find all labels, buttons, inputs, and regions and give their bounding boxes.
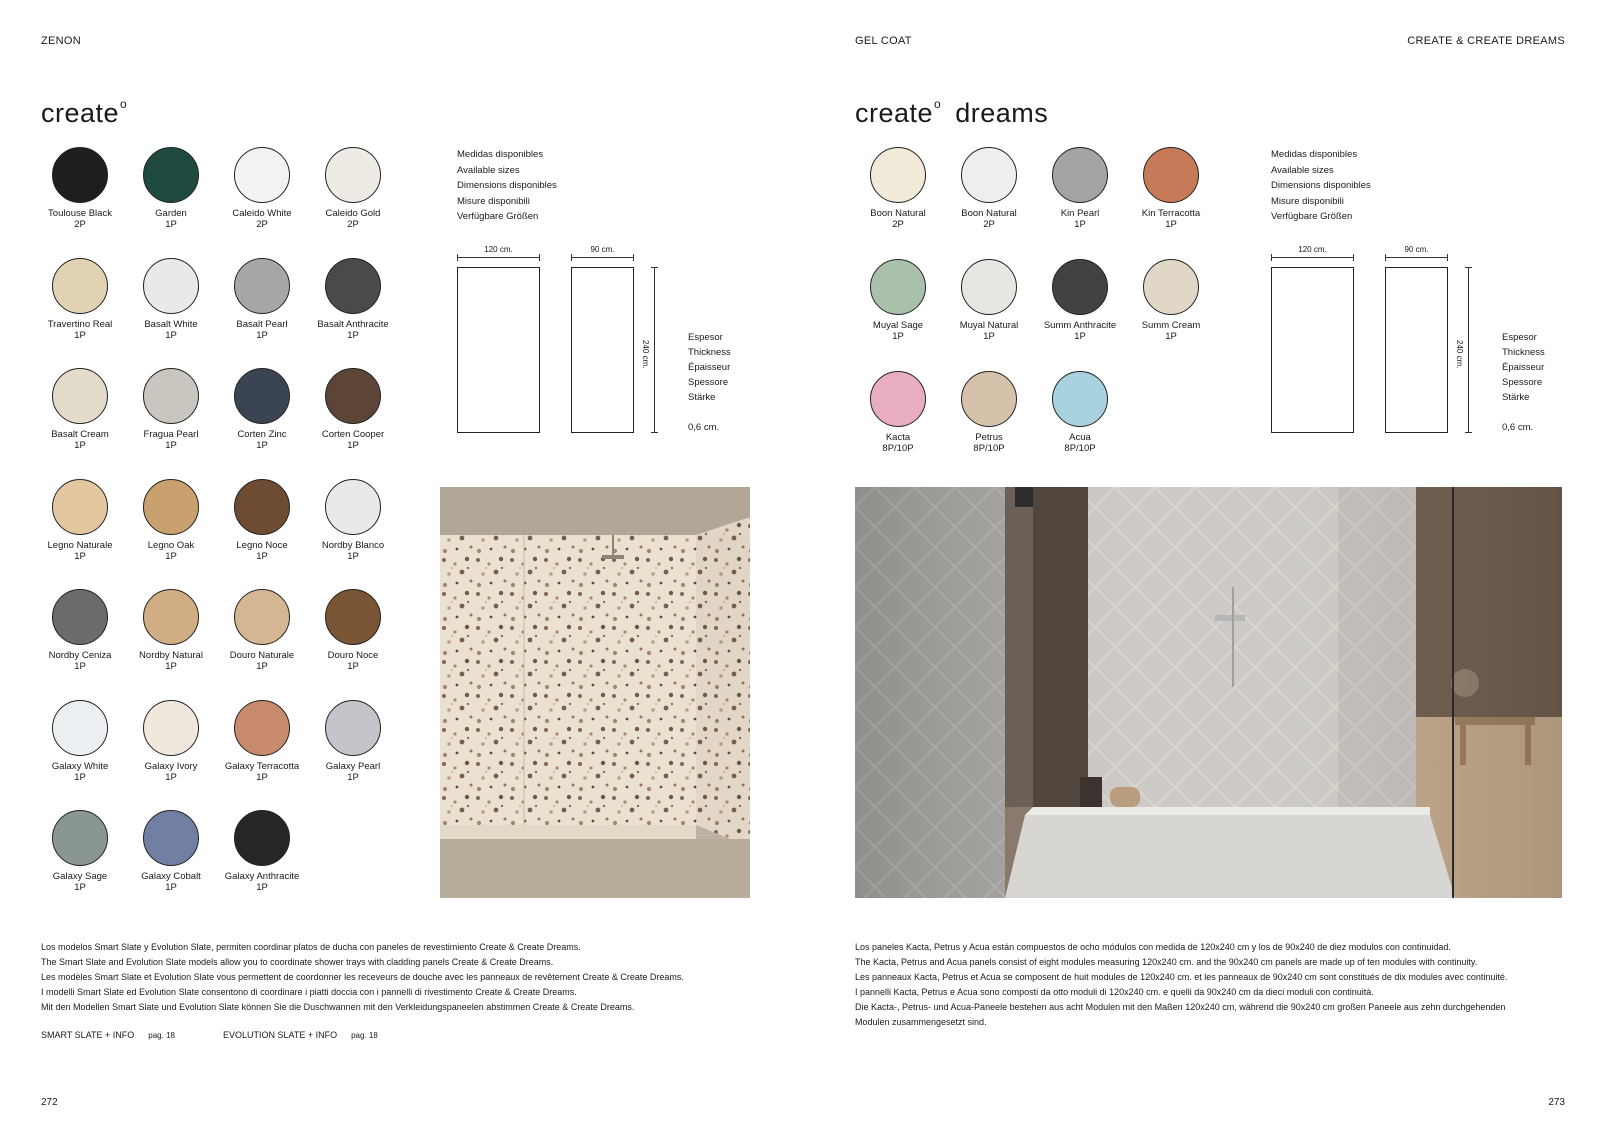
swatch-circle: [961, 147, 1017, 203]
swatch-circle: [234, 368, 290, 424]
swatch-circle: [52, 147, 108, 203]
swatch-name: Douro Noce: [327, 650, 379, 661]
swatch-item: [1038, 371, 1122, 454]
width-90-dimension-line: [571, 257, 634, 258]
thickness-label: Thickness: [1502, 347, 1545, 358]
evolution-slate-info-link[interactable]: [223, 1030, 378, 1040]
swatch-name: Summ Cream: [1141, 320, 1201, 331]
swatch-item: [129, 700, 213, 783]
width-90-label: 90 cm.: [1404, 245, 1429, 254]
width-120-dimension-line: [1271, 257, 1354, 258]
swatch-code: 1P: [165, 882, 177, 893]
width-120-dimension-line: [457, 257, 540, 258]
swatch-code: 1P: [256, 771, 268, 783]
description-line: Les panneaux Kacta, Petrus et Acua se composent de huit modules de 120x240 cm. et les panneaux de 90x240 cm sont constitués de dix modules avec continuité.: [855, 972, 1508, 982]
terrazzo-shower-photo: [440, 487, 750, 898]
right-sizes-list: [1271, 147, 1371, 225]
swatch-circle: [143, 368, 199, 424]
swatch-code: 1P: [1165, 331, 1177, 342]
height-240-dimension-line: [1468, 267, 1469, 433]
swatch-circle: [52, 589, 108, 645]
description-line: The Kacta, Petrus and Acua panels consist of eight modules measuring 120x240 cm. and the 90x240 cm panels are made up of ten modules with continuity.: [855, 957, 1478, 967]
swatch-item: [220, 147, 304, 230]
swatch-item: [38, 479, 122, 562]
description-line: Los paneles Kacta, Petrus y Acua están compuestos de ocho módulos con medida de 120x240 cm y los de 90x240 de diez modulos con continuidad.: [855, 942, 1451, 952]
swatch-code: 1P: [74, 771, 86, 783]
sizes-label: Available sizes: [457, 164, 520, 176]
swatch-name: Muyal Sage: [872, 320, 924, 331]
swatch-item: [220, 589, 304, 672]
swatch-name: Acua: [1069, 432, 1091, 443]
panel-90x240: [1385, 267, 1448, 433]
swatch-code: 2P: [983, 219, 995, 230]
swatch-circle: [870, 147, 926, 203]
thickness-label: Stärke: [688, 392, 716, 403]
swatch-item: [38, 589, 122, 672]
left-brand-logo: create$^o$: [41, 97, 128, 128]
swatch-circle: [870, 259, 926, 315]
swatch-item: [220, 810, 304, 893]
swatch-code: 1P: [74, 661, 86, 672]
sizes-label: Misure disponibili: [1271, 195, 1344, 207]
swatch-name: Basalt Anthracite: [317, 318, 389, 330]
swatch-item: [311, 700, 395, 783]
swatch-item: [38, 258, 122, 341]
swatch-item: [856, 259, 940, 342]
swatch-code: 1P: [1074, 219, 1086, 230]
swatch-name: Basalt Pearl: [236, 318, 288, 330]
swatch-name: Galaxy Anthracite: [224, 871, 300, 882]
swatch-code: 1P: [347, 661, 359, 672]
swatch-name: Caleido Gold: [325, 208, 381, 219]
swatch-circle: [325, 479, 381, 535]
link-page: pag. 18: [148, 1031, 175, 1040]
left-thickness-list: [688, 330, 731, 435]
right-thickness-list: [1502, 330, 1545, 435]
thickness-label: Espesor: [688, 332, 723, 343]
swatch-name: Kin Pearl: [1060, 208, 1100, 219]
swatch-name: Nordby Blanco: [321, 539, 385, 551]
swatch-name: Legno Naturale: [47, 539, 113, 551]
swatch-circle: [143, 479, 199, 535]
swatch-item: [1129, 259, 1213, 342]
swatch-code: 1P: [983, 331, 995, 342]
link-text: EVOLUTION SLATE + INFO: [223, 1030, 338, 1040]
swatch-circle: [1052, 147, 1108, 203]
swatch-name: Galaxy White: [51, 760, 109, 772]
swatch-name: Kin Terracotta: [1141, 208, 1201, 219]
description-line: Les modèles Smart Slate et Evolution Slate vous permettent de coordonner les receveurs de douche avec les panneaux de revêtement Create & Create Dreams.: [41, 972, 684, 982]
swatch-code: 2P: [347, 219, 359, 230]
swatch-circle: [234, 147, 290, 203]
swatch-code: 1P: [165, 771, 177, 783]
left-sizes-list: [457, 147, 557, 225]
swatch-circle: [234, 479, 290, 535]
swatch-name: Garden: [155, 208, 187, 219]
swatch-code: 1P: [347, 329, 359, 341]
swatch-circle: [143, 810, 199, 866]
panel-90x240: [571, 267, 634, 433]
brand-text: create: [855, 98, 934, 128]
description-line: Die Kacta-, Petrus- und Acua-Paneele bestehen aus acht Modulen mit den Maßen 120x240 cm, während die 90x240 cm großen Paneele aus zehn durchgehenden: [855, 1002, 1506, 1012]
left-header: ZENON: [41, 35, 81, 47]
swatch-circle: [325, 589, 381, 645]
swatch-code: 2P: [256, 219, 268, 230]
swatch-circle: [52, 479, 108, 535]
swatch-circle: [143, 589, 199, 645]
swatch-code: 2P: [74, 219, 86, 230]
swatch-circle: [325, 700, 381, 756]
height-240-label: 240 cm.: [641, 340, 650, 369]
swatch-circle: [143, 258, 199, 314]
swatch-name: Boon Natural: [961, 208, 1017, 219]
swatch-name: Legno Noce: [236, 539, 288, 551]
swatch-name: Travertino Real: [47, 318, 113, 330]
sizes-label: Medidas disponibles: [457, 149, 544, 160]
swatch-name: Corten Zinc: [237, 429, 287, 440]
swatch-code: 1P: [256, 440, 268, 451]
swatch-item: [1129, 147, 1213, 230]
panel-120x240: [457, 267, 540, 433]
thickness-label: Spessore: [1502, 377, 1543, 388]
swatch-name: Fragua Pearl: [143, 429, 199, 440]
swatch-item: [1038, 147, 1122, 230]
swatch-item: [129, 258, 213, 341]
swatch-code: 1P: [74, 329, 86, 341]
swatch-item: [947, 371, 1031, 454]
swatch-code: 1P: [165, 661, 177, 672]
swatch-circle: [1052, 371, 1108, 427]
link-text: SMART SLATE + INFO: [41, 1030, 135, 1040]
sizes-label: Misure disponibili: [457, 195, 530, 207]
swatch-code: 2P: [892, 219, 904, 230]
description-line: Modulen zusammengesetzt sind.: [855, 1017, 987, 1027]
swatch-circle: [961, 259, 1017, 315]
description-line: The Smart Slate and Evolution Slate models allow you to coordinate shower trays with cladding panels Create & Create Dreams.: [41, 957, 554, 967]
swatch-item: [311, 368, 395, 451]
swatch-name: Galaxy Sage: [52, 871, 108, 882]
swatch-name: Galaxy Ivory: [144, 760, 198, 772]
smart-slate-info-link[interactable]: [41, 1030, 175, 1040]
right-brand-logo: create$^o$ dreams: [855, 97, 1049, 128]
swatch-name: Caleido White: [232, 208, 292, 219]
brand-text: create: [41, 98, 120, 128]
swatch-code: 1P: [74, 440, 86, 451]
swatch-circle: [325, 258, 381, 314]
swatch-name: Toulouse Black: [48, 208, 112, 219]
description-line: Los modelos Smart Slate y Evolution Slate, permiten coordinar platos de ducha con paneles de revestimiento Create & Create Dreams.: [41, 942, 581, 952]
swatch-name: Nordby Ceniza: [48, 650, 112, 661]
swatch-code: 1P: [165, 329, 177, 341]
swatch-circle: [52, 700, 108, 756]
swatch-circle: [52, 810, 108, 866]
swatch-code: 1P: [165, 440, 177, 451]
swatch-circle: [1052, 259, 1108, 315]
swatch-name: Legno Oak: [147, 539, 195, 551]
swatch-circle: [961, 371, 1017, 427]
swatch-name: Petrus: [975, 432, 1003, 443]
sizes-label: Dimensions disponibles: [457, 180, 557, 191]
left-page-number: 272: [41, 1097, 58, 1108]
swatch-circle: [1143, 259, 1199, 315]
swatch-circle: [234, 589, 290, 645]
swatch-item: [311, 589, 395, 672]
swatch-item: [38, 810, 122, 893]
height-240-label: 240 cm.: [1455, 340, 1464, 369]
swatch-item: [129, 368, 213, 451]
swatch-item: [1038, 259, 1122, 342]
swatch-name: Basalt White: [144, 318, 198, 330]
panel-120x240: [1271, 267, 1354, 433]
swatch-name: Kacta: [885, 432, 911, 443]
left-description: [41, 940, 761, 1015]
width-120-label: 120 cm.: [484, 245, 513, 254]
swatch-item: [38, 147, 122, 230]
swatch-circle: [325, 147, 381, 203]
swatch-circle: [52, 368, 108, 424]
swatch-name: Muyal Natural: [959, 320, 1019, 331]
swatch-name: Corten Cooper: [321, 429, 385, 440]
swatch-item: [38, 368, 122, 451]
swatch-code: 1P: [74, 882, 86, 893]
description-line: I pannelli Kacta, Petrus e Acua sono composti da otto moduli di 120x240 cm. e quelli da 90x240 cm da dieci moduli con continuità.: [855, 987, 1374, 997]
swatch-circle: [870, 371, 926, 427]
swatch-circle: [143, 700, 199, 756]
thickness-value: 0,6 cm.: [1502, 422, 1534, 433]
swatch-name: Summ Anthracite: [1043, 320, 1117, 331]
swatch-item: [129, 479, 213, 562]
swatch-name: Boon Natural: [870, 208, 926, 219]
swatch-item: [311, 479, 395, 562]
swatch-item: [856, 371, 940, 454]
description-line: Mit den Modellen Smart Slate und Evolution Slate können Sie die Duschwannen mit den Verkleidungspaneelen abstimmen Create & Create Dreams.: [41, 1002, 635, 1012]
swatch-name: Galaxy Pearl: [325, 760, 381, 772]
sizes-label: Verfügbare Größen: [1271, 211, 1353, 222]
width-90-dimension-line: [1385, 257, 1448, 258]
swatch-code: 8P/10P: [1064, 443, 1096, 454]
brand-suffix: dreams: [955, 98, 1049, 128]
swatch-item: [38, 700, 122, 783]
swatch-name: Douro Naturale: [229, 650, 295, 661]
right-description: [855, 940, 1565, 1030]
thickness-label: Stärke: [1502, 392, 1530, 403]
swatch-code: 1P: [256, 329, 268, 341]
thickness-label: Spessore: [688, 377, 729, 388]
swatch-name: Basalt Cream: [51, 429, 109, 440]
thickness-value: 0,6 cm.: [688, 422, 720, 433]
swatch-item: [220, 368, 304, 451]
sizes-label: Medidas disponibles: [1271, 149, 1358, 160]
swatch-name: Galaxy Cobalt: [141, 871, 201, 882]
swatch-item: [129, 147, 213, 230]
swatch-code: 1P: [1074, 331, 1086, 342]
swatch-circle: [325, 368, 381, 424]
thickness-label: Espesor: [1502, 332, 1537, 343]
swatch-code: 1P: [256, 550, 268, 562]
herringbone-bathroom-photo: [855, 487, 1562, 898]
swatch-item: [129, 810, 213, 893]
swatch-item: [220, 479, 304, 562]
sizes-label: Dimensions disponibles: [1271, 180, 1371, 191]
width-90-label: 90 cm.: [590, 245, 615, 254]
right-header-section: GEL COAT: [855, 35, 912, 47]
swatch-item: [947, 259, 1031, 342]
swatch-item: [311, 258, 395, 341]
thickness-label: Thickness: [688, 347, 731, 358]
swatch-item: [311, 147, 395, 230]
swatch-code: 1P: [347, 771, 359, 783]
swatch-circle: [234, 258, 290, 314]
swatch-code: 8P/10P: [973, 443, 1005, 454]
swatch-item: [129, 589, 213, 672]
right-header-title: CREATE & CREATE DREAMS: [1407, 35, 1565, 47]
swatch-circle: [1143, 147, 1199, 203]
swatch-code: 1P: [347, 440, 359, 451]
description-line: I modelli Smart Slate ed Evolution Slate consentono di coordinare i piatti doccia con i pannelli di rivestimento Create & Create Dreams.: [41, 987, 577, 997]
sizes-label: Available sizes: [1271, 164, 1334, 176]
swatch-circle: [234, 700, 290, 756]
swatch-code: 1P: [347, 550, 359, 562]
swatch-code: 1P: [1165, 219, 1177, 230]
swatch-code: 1P: [256, 882, 268, 893]
swatch-circle: [234, 810, 290, 866]
swatch-circle: [143, 147, 199, 203]
right-page-number: 273: [1548, 1097, 1565, 1108]
swatch-item: [220, 258, 304, 341]
swatch-name: Nordby Natural: [139, 650, 203, 661]
swatch-code: 1P: [165, 550, 177, 562]
swatch-item: [856, 147, 940, 230]
swatch-code: 8P/10P: [882, 443, 914, 454]
swatch-item: [947, 147, 1031, 230]
sizes-label: Verfügbare Größen: [457, 211, 539, 222]
swatch-item: [220, 700, 304, 783]
swatch-circle: [52, 258, 108, 314]
thickness-label: Épaisseur: [688, 362, 731, 373]
swatch-code: 1P: [74, 550, 86, 562]
thickness-label: Épaisseur: [1502, 362, 1545, 373]
width-120-label: 120 cm.: [1298, 245, 1327, 254]
swatch-name: Galaxy Terracotta: [224, 760, 300, 772]
swatch-code: 1P: [256, 661, 268, 672]
swatch-code: 1P: [892, 331, 904, 342]
height-240-dimension-line: [654, 267, 655, 433]
swatch-code: 1P: [165, 219, 177, 230]
link-page: pag. 18: [351, 1031, 378, 1040]
